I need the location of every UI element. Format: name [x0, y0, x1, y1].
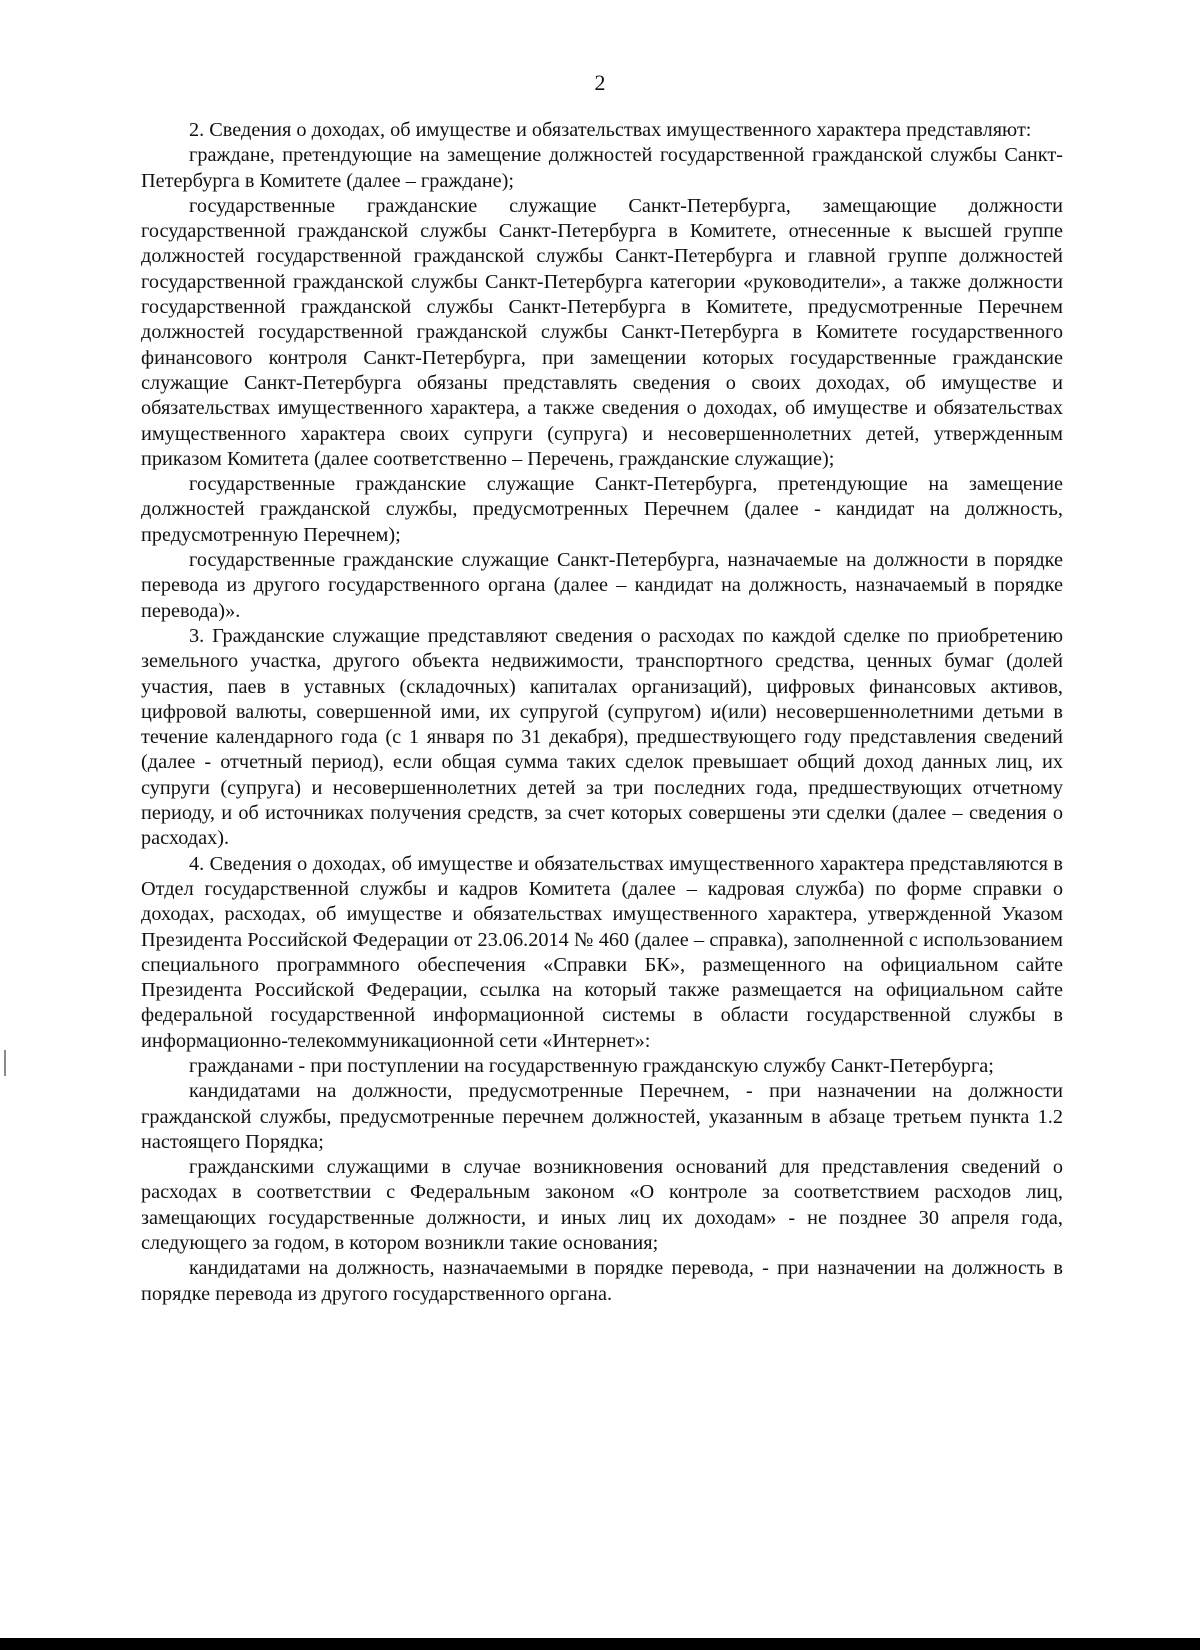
scan-bottom-edge: [0, 1638, 1200, 1650]
paragraph-3-expenses: 3. Гражданские служащие представляют сведения о расходах по каждой сделке по приобретению земельного участка, другого объекта недвижимости, транспортного средства, ценных бумаг (долей участия, паев в уставных (складочных) капиталах организаций), цифровых финансовых активов, цифровой валюты, совершенной ими, их супругой (супругом) и(или) несовершеннолетними детьми в течение календарного года (с 1 января по 31 декабря), предшествующего году представления сведений (далее - отчетный период), если общая сумма таких сделок превышает общий доход данных лиц, их супруги (супруга) и несовершеннолетних детей за три последних года, предшествующих отчетному периоду, и об источниках получения средств, за счет которых совершены эти сделки (далее – сведения о расходах).: [141, 624, 1063, 850]
paragraph-candidates-list: государственные гражданские служащие Санкт-Петербурга, претендующие на замещение должностей гражданской службы, предусмотренных Перечнем (далее - кандидат на должность, предусмотренную Перечнем);: [141, 473, 1063, 546]
paragraph-by-candidates-transfer: кандидатами на должность, назначаемыми в порядке перевода, - при назначении на должность в порядке перевода из другого государственного органа.: [141, 1257, 1063, 1305]
paragraph-2-intro: 2. Сведения о доходах, об имуществе и обязательствах имущественного характера представляют:: [189, 119, 1032, 141]
paragraph-4-submission: 4. Сведения о доходах, об имуществе и обязательствах имущественного характера представляются в Отдел государственной службы и кадров Комитета (далее – кадровая служба) по форме справки о доходах, расходах, об имуществе и обязательствах имущественного характера, утвержденной Указом Президента Российской Федерации от 23.06.2014 № 460 (далее – справка), заполненной с использованием специального программного обеспечения «Справки БК», размещенного на официальном сайте Президента Российской Федерации, ссылка на который также размещается на официальном сайте федеральной государственной информационной системы в области государственной службы в информационно-телекоммуникационной сети «Интернет»:: [141, 852, 1063, 1052]
paragraph-civil-servants: государственные гражданские служащие Санкт-Петербурга, замещающие должности государственной гражданской службы Санкт-Петербурга в Комитете, отнесенные к высшей группе должностей государственной гражданской службы Санкт-Петербурга и главной группе должностей государственной гражданской службы Санкт-Петербурга категории «руководители», а также должности государственной гражданской службы Санкт-Петербурга в Комитете, предусмотренные Перечнем должностей государственной гражданской службы Санкт-Петербурга в Комитете государственного финансового контроля Санкт-Петербурга, при замещении которых государственные гражданские служащие Санкт-Петербурга обязаны представлять сведения о своих доходах, об имуществе и обязательствах имущественного характера, а также сведения о доходах, об имуществе и обязательствах имущественного характера своих супруги (супруга) и несовершеннолетних детей, утвержденным приказом Комитета (далее соответственно – Перечень, гражданские служащие);: [141, 194, 1063, 470]
paragraph-citizens: граждане, претендующие на замещение должностей государственной гражданской службы Санкт-Петербурга в Комитете (далее – граждане);: [141, 144, 1063, 192]
page-number: 2: [594, 70, 606, 95]
scan-edge-mark: [4, 1050, 6, 1076]
paragraph-candidates-transfer: государственные гражданские служащие Санкт-Петербурга, назначаемые на должности в порядке перевода из другого государственного органа (далее – кандидат на должность, назначаемый в порядке перевода)».: [141, 549, 1063, 622]
document-body: [141, 118, 1063, 1307]
paragraph-by-citizens: гражданами - при поступлении на государственную гражданскую службу Санкт-Петербурга;: [189, 1054, 994, 1077]
paragraph-by-candidates-list: кандидатами на должности, предусмотренные Перечнем, - при назначении на должности гражданской службы, предусмотренные перечнем должностей, указанным в абзаце третьем пункта 1.2 настоящего Порядка;: [141, 1080, 1063, 1153]
paragraph-by-civil-servants: гражданскими служащими в случае возникновения оснований для представления сведений о расходах в соответствии с Федеральным законом «О контроле за соответствием расходов лиц, замещающих государственные должности, и иных лиц их доходам» - не позднее 30 апреля года, следующего за годом, в котором возникли такие основания;: [141, 1156, 1063, 1255]
